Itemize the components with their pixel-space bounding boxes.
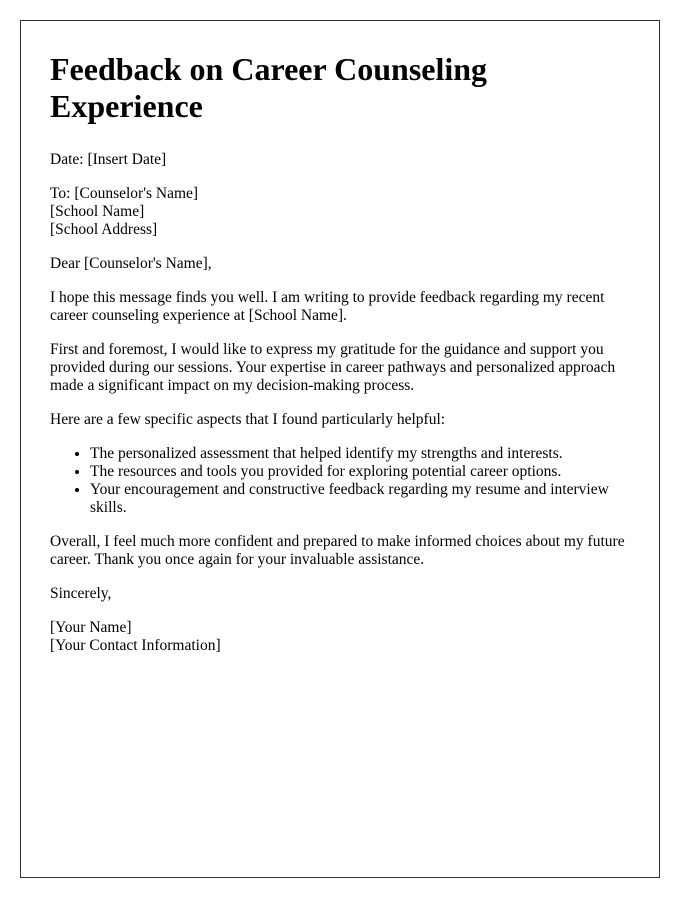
aspects-list [50, 445, 640, 517]
list-item: • Your encouragement and constructive feedback regarding my resume and interview skills. [90, 481, 640, 517]
signature-block [50, 619, 640, 655]
salutation: Dear [Counselor's Name], [50, 255, 212, 272]
sign-off: Sincerely, [50, 585, 112, 602]
letter-title: Feedback on Career Counseling Experience [50, 51, 488, 124]
paragraph-gratitude: First and foremost, I would like to express my gratitude for the guidance and support you provided during our sessions. Your expertise in career pathways and personalized approach made a significant impact on my decision-making process. [50, 341, 616, 394]
recipient-block [50, 185, 640, 239]
paragraph-intro: I hope this message finds you well. I am writing to provide feedback regarding my recent career counseling experience at [School Name]. [50, 289, 605, 324]
recipient-school-name: [School Name] [50, 203, 145, 220]
paragraph-aspects-intro: Here are a few specific aspects that I found particularly helpful: [50, 411, 446, 428]
letter-page [20, 20, 660, 878]
paragraph-closing: Overall, I feel much more confident and prepared to make informed choices about my future career. Thank you once again for your invaluable assistance. [50, 533, 625, 568]
list-item: • The resources and tools you provided for exploring potential career options. [90, 463, 640, 481]
recipient-to: To: [Counselor's Name] [50, 185, 199, 202]
letter-content [50, 51, 640, 671]
list-item: • The personalized assessment that helped identify my strengths and interests. [90, 445, 640, 463]
date-line: Date: [Insert Date] [50, 151, 167, 168]
signature-contact: [Your Contact Information] [50, 637, 221, 654]
recipient-school-address: [School Address] [50, 221, 158, 238]
signature-name: [Your Name] [50, 619, 132, 636]
